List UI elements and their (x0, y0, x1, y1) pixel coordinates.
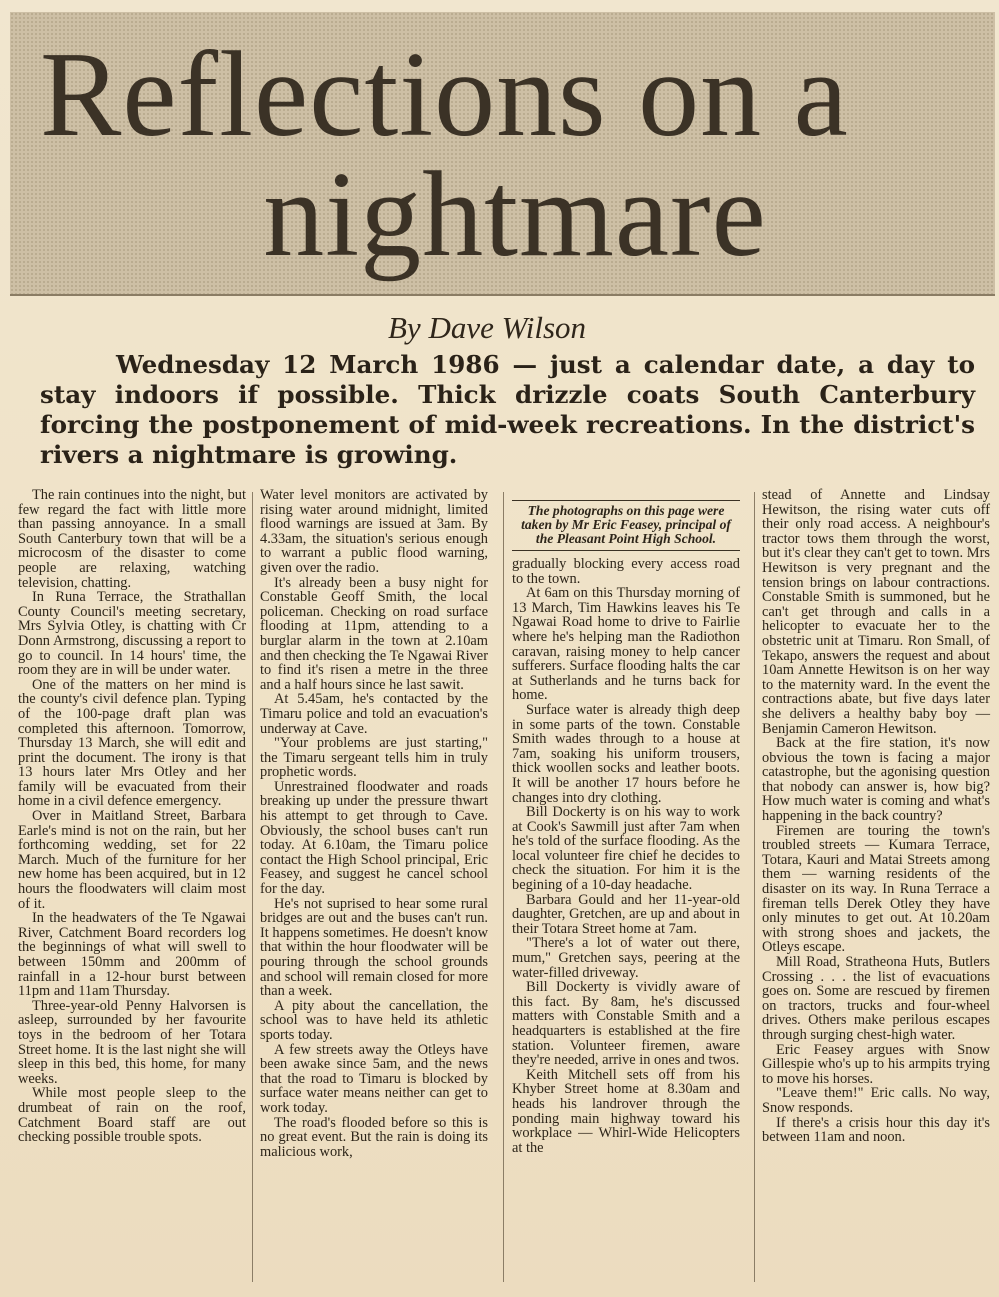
headline-line-1: Reflections on a (40, 27, 849, 162)
paragraph: gradually blocking every access road to the town. (512, 556, 740, 587)
paragraph: Surface water is already thigh deep in some parts of the town. Constable Smith wades through to a house at 7am, soaking his uniform trousers, thick woollen socks and leather boots. It will be another 17 hours before he changes into dry clothing. (512, 701, 740, 806)
article-column-4 (762, 488, 990, 1145)
paragraph: Water level monitors are activated by rising water around midnight, limited flood warnings are issued at 3am. By 4.33am, the situation's serious enough to warrant a public flood warning, given over the radio. (260, 487, 488, 576)
paragraph: One of the matters on her mind is the county's civil defence plan. Typing of the 100-page draft plan was completed this afternoon. Tomorrow, Thursday 13 March, she will edit and print the document. The irony is that 13 hours later Mrs Otley and her family will be evacuated from their home in a civil defence emergency. (18, 676, 246, 810)
paragraph: He's not suprised to hear some rural bridges are out and the buses can't run. It happens sometimes. He doesn't know that within the hour floodwater will be pouring through the school grounds and school will remain closed for more than a week. (260, 895, 489, 1000)
paragraph: Eric Feasey argues with Snow Gillespie who's up to his armpits trying to move his horses. (762, 1041, 990, 1087)
paragraph: "There's a lot of water out there, mum," Gretchen says, peering at the water-filled driveway. (512, 935, 740, 981)
paragraph: "Your problems are just starting," the Timaru sergeant tells him in truly prophetic words. (260, 735, 488, 781)
headline-panel (10, 12, 995, 296)
column-divider (754, 492, 755, 1282)
paragraph: stead of Annette and Lindsay Hewitson, the rising water cuts off their only road access. A neighbour's tractor tows them through the worst, but it's clear they can't get to town. Mrs Hewitson is very pregnant and the tension brings on labour contractions. Constable Smith is summoned, but he can't get through and calls in a helicopter to evacuate her to the obstetric unit at Timaru. Ron Small, of Tekapo, answers the request and about 10am Annette Hewitson is on her way to the maternity ward. In the event the contractions abate, but five days later she delivers a healthy baby boy — Benjamin Cameron Hewitson. (762, 487, 990, 737)
paragraph: Bill Dockerty is vividly aware of this fact. By 8am, he's discussed matters with Constable Smith and a headquarters is established at the fire station. Volunteer firemen, aware they're needed, arrive in ones and twos. (512, 979, 740, 1069)
column-divider (252, 492, 253, 1282)
paragraph: At 6am on this Thursday morning of 13 March, Tim Hawkins leaves his Te Ngawai Road home to drive to Fairlie where he's helping man the Radiothon caravan, raising money to help cancer sufferers. Surface flooding halts the car at Sutherlands and he turns back for home. (512, 585, 740, 704)
paragraph: While most people sleep to the drumbeat of rain on the roof, Catchment Board staff are out checking possible trouble spots. (18, 1085, 246, 1146)
paragraph: Firemen are touring the town's troubled streets — Kumara Terrace, Totara, Kauri and Matai Streets among them — warning residents of the disaster on its way. In Runa Terrace a fireman tells Derek Otley they have only minutes to get out. At 10.20am with strong shoes and jackets, the Otleys escape. (762, 822, 990, 956)
column-divider (503, 492, 504, 1282)
intro-paragraph: Wednesday 12 March 1986 — just a calendar date, a day to stay indoors if possible. Thick drizzle coats South Canterbury forcing the postponement of mid-week recreations. In the district's rivers a nightmare is growing. (40, 350, 975, 469)
headline-line-2: nightmare (263, 147, 767, 282)
paragraph: In the headwaters of the Te Ngawai River, Catchment Board recorders log the beginnings of what will swell to between 150mm and 200mm of rainfall in a 12-hour burst between 11pm and 11am Thursday. (18, 910, 246, 1000)
paragraph: In Runa Terrace, the Strathallan County Council's meeting secretary, Mrs Sylvia Otley, is chatting with Cr Donn Armstrong, discussing a report to go to council. In 14 hours' time, the room they are in will be under water. (18, 589, 246, 679)
paragraph: Three-year-old Penny Halvorsen is asleep, surrounded by her favourite toys in the bedroom of her Totara Street home. It is the last night she will sleep in this bed, this home, for many weeks. (18, 997, 246, 1087)
paragraph: At 5.45am, he's contacted by the Timaru police and told an evacuation's underway at Cave. (260, 691, 488, 737)
paragraph: Over in Maitland Street, Barbara Earle's mind is not on the rain, but her forthcoming wedding, set for 22 March. Much of the furniture for her new home has been acquired, but in 12 hours the floodwaters will claim most of it. (18, 808, 246, 912)
article-column-1 (18, 488, 246, 1145)
paragraph: A pity about the cancellation, the school was to have held its athletic sports today. (260, 997, 488, 1043)
paragraph: It's already been a busy night for Constable Geoff Smith, the local policeman. Checking on road surface flooding at 11pm, attending to a burglar alarm in the town at 2.10am and then checking the Te Ngawai River to find it's risen a metre in the three and a half hours since he last sawit. (260, 574, 488, 693)
photo-credit: The photographs on this page were taken by Mr Eric Feasey, principal of the Pleasant Point High School. (512, 500, 740, 551)
paragraph: Back at the fire station, it's now obvious the town is facing a major catastrophe, but the agonising question that nobody can answer is, how big? How much water is coming and what's happening in the back country? (762, 735, 990, 825)
headline (40, 27, 990, 282)
paragraph: Mill Road, Stratheona Huts, Butlers Crossing . . . the list of evacuations goes on. Some are rescued by firemen on tractors, trucks and four-wheel drives. Others make perilous escapes through surging chest-high water. (762, 954, 990, 1043)
byline: By Dave Wilson (388, 310, 587, 345)
paragraph: Barbara Gould and her 11-year-old daughter, Gretchen, are up and about in their Totara Street home at 7am. (512, 891, 740, 937)
article-column-2 (260, 488, 488, 1159)
paragraph: "Leave them!" Eric calls. No way, Snow responds. (762, 1085, 990, 1116)
paragraph: Keith Mitchell sets off from his Khyber Street home at 8.30am and heads his landrover through the ponding main highway toward his workplace — Whirl-Wide Helicopters at the (512, 1066, 740, 1156)
paragraph: The rain continues into the night, but few regard the fact with little more than passing annoyance. In a small South Canterbury town that will be a microcosm of the disaster to come people are relaxing, watching television, chatting. (18, 487, 246, 591)
paragraph: A few streets away the Otleys have been awake since 5am, and the news that the road to Timaru is blocked by surface water means neither can get to work today. (260, 1041, 488, 1116)
paragraph: Bill Dockerty is on his way to work at Cook's Sawmill just after 7am when he's told of the surface flooding. As the local volunteer fire chief he decides to check the situation. For him it is the begining of a 10-day headache. (512, 804, 740, 894)
paragraph: Unrestrained floodwater and roads breaking up under the pressure thwart his attempt to get through to Cave. Obviously, the school buses can't run today. At 6.10am, the Timaru police contact the High School principal, Eric Feasey, and suggest he cancel school for the day. (260, 778, 488, 898)
paragraph: If there's a crisis hour this day it's between 11am and noon. (762, 1114, 990, 1146)
paragraph: The road's flooded before so this is no great event. But the rain is doing its malicious work, (260, 1114, 488, 1160)
article-column-3 (512, 500, 740, 1155)
